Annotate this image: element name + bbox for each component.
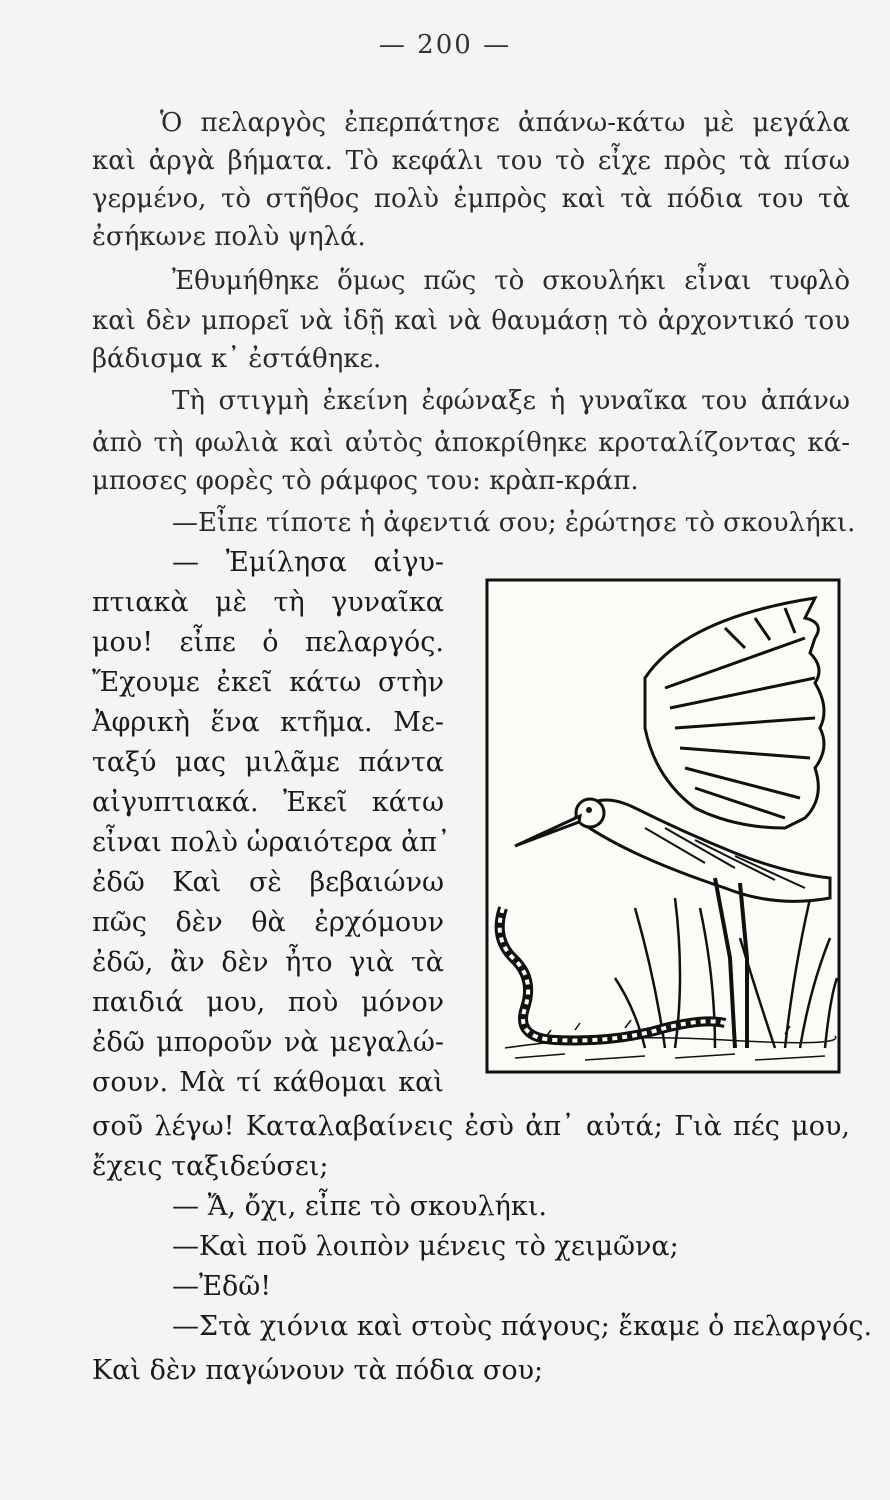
text-line: ἔχεις ταξιδεύσει; (92, 1151, 329, 1182)
text-line: εἶναι πολὺ ὡραιότερα ἀπ᾽ (92, 827, 451, 858)
text-line: παιδιά μου, ποὺ μόνον (92, 987, 444, 1018)
text-line: ἐδῶ μποροῦν νὰ μεγαλώ- (92, 1027, 444, 1058)
text-line: πῶς δὲν θὰ ἐρχόμουν (92, 907, 444, 938)
text-line: καὶ δὲν μπορεῖ νὰ ἰδῇ καὶ νὰ θαυμάσῃ τὸ ἀρχοντικό του (92, 306, 850, 336)
text-line: σουν. Μὰ τί κάθομαι καὶ (92, 1067, 444, 1098)
text-line: πτιακὰ μὲ τὴ γυναῖκα (92, 587, 444, 618)
text-line: —Καὶ ποῦ λοιπὸν μένεις τὸ χειμῶνα; (172, 1231, 679, 1262)
page-number: — 200 — (378, 30, 512, 60)
text-line: Τὴ στιγμὴ ἐκείνη ἐφώναξε ἡ γυναῖκα του ἀπάνω (172, 386, 850, 416)
text-line: —Εἶπε τίποτε ἡ ἀφεντιά σου; ἐρώτησε τὸ σκουλήκι. (172, 508, 856, 538)
text-line: ἐδῶ Καὶ σὲ βεβαιώνω (92, 867, 444, 898)
text-line: Ὁ πελαργὸς ἐπερπάτησε ἀπάνω-κάτω μὲ μεγάλα (160, 108, 850, 138)
text-line: ἐσήκωνε πολὺ ψηλά. (92, 222, 366, 252)
text-line: ἀπὸ τὴ φωλιὰ καὶ αὐτὸς ἀποκρίθηκε κροταλίζοντας κά- (92, 428, 850, 458)
text-line: σοῦ λέγω! Καταλαβαίνεις ἐσὺ ἀπ᾽ αὐτά; Γιὰ πές μου, (92, 1111, 850, 1142)
text-line: —Στὰ χιόνια καὶ στοὺς πάγους; ἔκαμε ὁ πελαργός. (172, 1311, 873, 1342)
stork-and-worm-illustration (485, 578, 841, 1074)
text-line: καὶ ἀργὰ βήματα. Τὸ κεφάλι του τὸ εἶχε πρὸς τὰ πίσω (92, 146, 850, 176)
text-line: Καὶ δὲν παγώνουν τὰ πόδια σου; (92, 1355, 544, 1386)
text-line: ἐδῶ, ἂν δὲν ἦτο γιὰ τὰ (92, 947, 444, 978)
woodcut-image (485, 578, 841, 1074)
text-line: ταξύ μας μιλᾶμε πάντα (92, 747, 444, 778)
text-line: Ἐθυμήθηκε ὅμως πῶς τὸ σκουλήκι εἶναι τυφλὸ (172, 266, 850, 296)
text-line: μποσες φορὲς τὸ ράμφος του: κρὰπ-κράπ. (92, 466, 639, 496)
text-line: — Ἐμίλησα αἰγυ- (172, 547, 444, 578)
text-line: αἰγυπτιακά. Ἐκεῖ κάτω (92, 787, 444, 818)
text-line: — Ἄ, ὄχι, εἶπε τὸ σκουλήκι. (172, 1191, 547, 1222)
text-line: βάδισμα κ᾽ ἐστάθηκε. (92, 344, 382, 374)
text-line: μου! εἶπε ὁ πελαργός. (92, 627, 444, 658)
text-line: Ἀφρικὴ ἕνα κτῆμα. Με- (92, 707, 444, 738)
text-line: —Ἐδῶ! (172, 1271, 272, 1302)
text-line: γερμένο, τὸ στῆθος πολὺ ἐμπρὸς καὶ τὰ πόδια του τὰ (92, 184, 850, 214)
text-line: Ἔχουμε ἐκεῖ κάτω στὴν (92, 667, 444, 698)
